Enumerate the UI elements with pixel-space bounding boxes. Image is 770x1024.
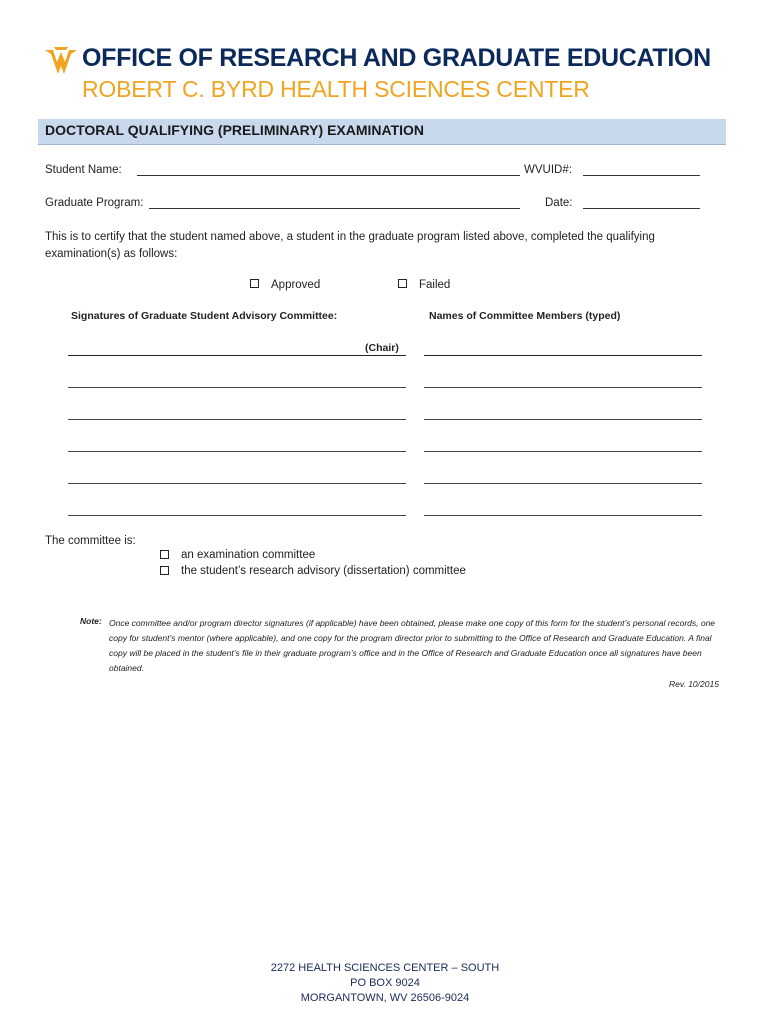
- member-name-line[interactable]: [424, 483, 702, 484]
- graduate-program-field[interactable]: [149, 208, 520, 209]
- member-name-line[interactable]: [424, 515, 702, 516]
- member-signature-line[interactable]: [68, 387, 406, 388]
- wvuid-field[interactable]: [583, 175, 700, 176]
- member-signature-line[interactable]: [68, 451, 406, 452]
- committee-label: The committee is:: [45, 535, 136, 547]
- signatures-header: Signatures of Graduate Student Advisory Committee:: [71, 310, 338, 322]
- examination-committee-checkbox[interactable]: [160, 550, 169, 559]
- examination-committee-label: an examination committee: [181, 549, 316, 561]
- student-name-field[interactable]: [137, 175, 520, 176]
- failed-checkbox[interactable]: [398, 279, 407, 288]
- org-subtitle: ROBERT C. BYRD HEALTH SCIENCES CENTER: [82, 76, 590, 102]
- date-field[interactable]: [583, 208, 700, 209]
- member-name-line[interactable]: [424, 419, 702, 420]
- footer-address-line3: MORGANTOWN, WV 26506-9024: [300, 992, 470, 1004]
- member-name-line[interactable]: [424, 451, 702, 452]
- note-text: Once committee and/or program director signatures (if applicable) have been obtained, please make one copy of this form for the student’s personal records, one copy for student’s mentor (where applicable), and one copy for the program director prior to submitting to the Office of Research and Graduate Education. A final copy will be placed in the student’s file in their graduate program’s office and in the Office of Research and Graduate Education once all signatures have been obtained.: [109, 618, 716, 673]
- names-header: Names of Committee Members (typed): [429, 310, 621, 322]
- member-signature-line[interactable]: [68, 419, 406, 420]
- student-name-label: Student Name:: [45, 164, 122, 176]
- advisory-committee-checkbox[interactable]: [160, 566, 169, 575]
- chair-signature-line[interactable]: [68, 355, 406, 356]
- revision-label: Rev. 10/2015: [669, 679, 719, 689]
- org-title: OFFICE OF RESEARCH AND GRADUATE EDUCATION: [82, 44, 711, 72]
- failed-label: Failed: [419, 279, 451, 291]
- member-name-line[interactable]: [424, 387, 702, 388]
- note-label: Note:: [80, 616, 102, 626]
- wvuid-label: WVUID#:: [524, 164, 572, 176]
- chair-label: (Chair): [365, 342, 399, 354]
- footer-address-line1: 2272 HEALTH SCIENCES CENTER – SOUTH: [270, 962, 500, 974]
- member-signature-line[interactable]: [68, 515, 406, 516]
- graduate-program-label: Graduate Program:: [45, 197, 144, 209]
- member-signature-line[interactable]: [68, 483, 406, 484]
- chair-name-line[interactable]: [424, 355, 702, 356]
- approved-checkbox[interactable]: [250, 279, 259, 288]
- footer-address-line2: PO BOX 9024: [350, 977, 420, 989]
- date-label: Date:: [545, 197, 573, 209]
- approved-label: Approved: [271, 279, 321, 291]
- advisory-committee-label: the student’s research advisory (dissertation) committee: [181, 565, 466, 577]
- form-title: DOCTORAL QUALIFYING (PRELIMINARY) EXAMINATION: [45, 122, 425, 138]
- certify-text: This is to certify that the student named above, a student in the graduate program listed above, completed the qualifying examination(s) as follows:: [45, 231, 655, 260]
- wv-logo-icon: [44, 44, 78, 78]
